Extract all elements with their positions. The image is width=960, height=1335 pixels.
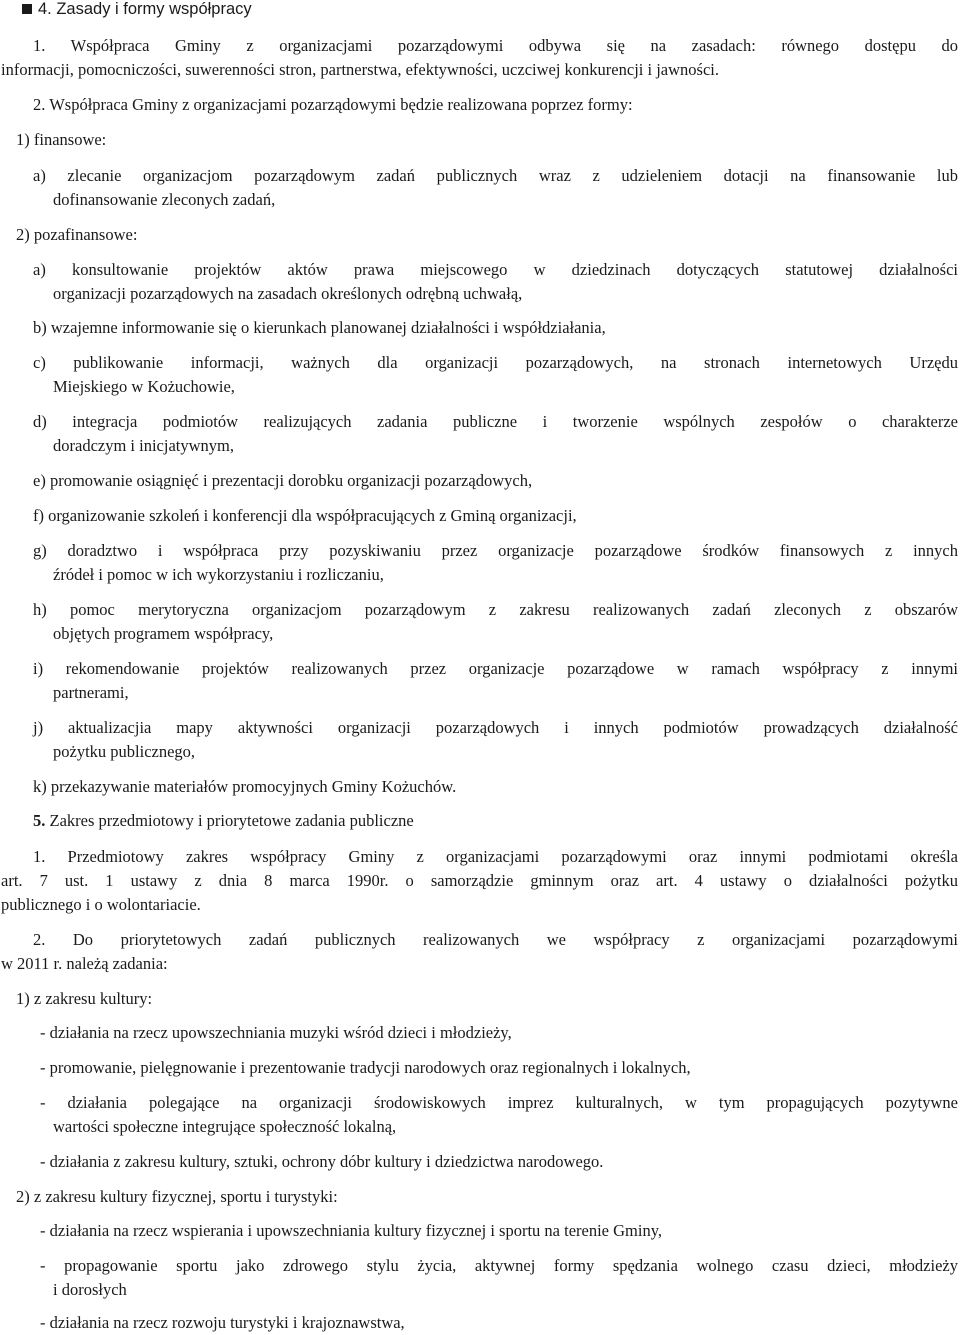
section-5-title: Zakres przedmiotowy i priorytetowe zadania publiczne [49, 811, 414, 830]
nonfinancial-item-b: b) wzajemne informowanie się o kierunkach planowanej działalności i współdziałania, [33, 318, 606, 337]
section-5-paragraph-2-line-2: w 2011 r. należą zadania: [1, 954, 168, 973]
section-4-paragraph-1-line-1: 1. Współpraca Gminy z organizacjami pozarządowymi odbywa się na zasadach: równego dostępu do [33, 36, 958, 55]
nonfinancial-item-c-line-2: Miejskiego w Kożuchowie, [53, 377, 235, 396]
nonfinancial-item-d-line-1: d) integracja podmiotów realizujących zadania publiczne i tworzenie wspólnych zespołów o charakterze [33, 412, 958, 431]
nonfinancial-item-d-line-2: doradczym i inicjatywnym, [53, 436, 234, 455]
section-5-heading [33, 809, 414, 833]
section-4-heading: 4. Zasady i formy współpracy [22, 0, 252, 21]
nonfinancial-item-j-line-1: j) aktualizacjia mapy aktywności organizacji pozarządowych i innych podmiotów prowadzących działalność [33, 718, 958, 737]
culture-task-4: - działania z zakresu kultury, sztuki, ochrony dóbr kultury i dziedzictwa narodowego. [40, 1152, 604, 1171]
financial-item-a-line-1: a) zlecanie organizacjom pozarządowym zadań publicznych wraz z udzieleniem dotacji na finansowanie lub [33, 166, 958, 185]
nonfinancial-item-i-line-1: i) rekomendowanie projektów realizowanych przez organizacje pozarządowe w ramach współpracy z innymi [33, 659, 958, 678]
culture-task-2: - promowanie, pielęgnowanie i prezentowanie tradycji narodowych oraz regionalnych i lokalnych, [40, 1058, 691, 1077]
sport-tasks-label: 2) z zakresu kultury fizycznej, sportu i turystyki: [16, 1187, 338, 1206]
nonfinancial-item-k: k) przekazywanie materiałów promocyjnych Gminy Kożuchów. [33, 777, 457, 796]
financial-item-a-line-2: dofinansowanie zleconych zadań, [53, 190, 276, 209]
culture-task-1: - działania na rzecz upowszechniania muzyki wśród dzieci i młodzieży, [40, 1023, 512, 1042]
culture-tasks-label: 1) z zakresu kultury: [16, 989, 153, 1008]
nonfinancial-item-g-line-1: g) doradztwo i współpraca przy pozyskiwaniu przez organizacje pozarządowe środków finansowych z innych [33, 541, 958, 560]
nonfinancial-item-e: e) promowanie osiągnięć i prezentacji dorobku organizacji pozarządowych, [33, 471, 533, 490]
nonfinancial-item-j-line-2: pożytku publicznego, [53, 742, 196, 761]
nonfinancial-item-i-line-2: partnerami, [53, 683, 129, 702]
sport-task-1: - działania na rzecz wspierania i upowszechniania kultury fizycznej i sportu na terenie Gminy, [40, 1221, 663, 1240]
nonfinancial-item-f: f) organizowanie szkoleń i konferencji dla współpracujących z Gminą organizacji, [33, 506, 577, 525]
sport-task-3: - działania na rzecz rozwoju turystyki i krajoznawstwa, [40, 1313, 405, 1332]
nonfinancial-item-a-line-1: a) konsultowanie projektów aktów prawa miejscowego w dziedzinach dotyczących statutowej działalności [33, 260, 958, 279]
financial-forms-label: 1) finansowe: [16, 130, 107, 149]
section-5-paragraph-1-line-3: publicznego i o wolontariacie. [1, 895, 201, 914]
section-5-paragraph-2-line-1: 2. Do priorytetowych zadań publicznych realizowanych we współpracy z organizacjami pozarządowymi [33, 930, 958, 949]
section-5-paragraph-1-line-1: 1. Przedmiotowy zakres współpracy Gminy z organizacjami pozarządowymi oraz innymi podmiotami określa [33, 847, 958, 866]
nonfinancial-item-h-line-1: h) pomoc merytoryczna organizacjom pozarządowym z zakresu realizowanych zadań zleconych z obszarów [33, 600, 958, 619]
nonfinancial-item-h-line-2: objętych programem współpracy, [53, 624, 274, 643]
culture-task-3-line-2: wartości społeczne integrujące społeczność lokalną, [53, 1117, 397, 1136]
nonfinancial-item-g-line-2: źródeł i pomoc w ich wykorzystaniu i rozliczaniu, [53, 565, 384, 584]
section-4-paragraph-2: 2. Współpraca Gminy z organizacjami pozarządowymi będzie realizowana poprzez formy: [33, 95, 633, 114]
section-4-paragraph-1-line-2: informacji, pomocniczości, suwerenności stron, partnerstwa, efektywności, uczciwej konkurencji i jawności. [1, 60, 719, 79]
sport-task-2-line-1: - propagowanie sportu jako zdrowego stylu życia, aktywnej formy spędzania wolnego czasu dzieci, młodzieży [40, 1256, 958, 1275]
section-5-paragraph-1-line-2: art. 7 ust. 1 ustawy z dnia 8 marca 1990r. o samorządzie gminnym oraz art. 4 ustawy o działalności pożytku [1, 871, 958, 890]
nonfinancial-item-a-line-2: organizacji pozarządowych na zasadach określonych odrębną uchwałą, [53, 284, 523, 303]
culture-task-3-line-1: - działania polegające na organizacji środowiskowych imprez kulturalnych, w tym propagujących pozytywne [40, 1093, 958, 1112]
sport-task-2-line-2: i dorosłych [53, 1280, 127, 1299]
section-5-number: 5. [33, 811, 46, 830]
square-bullet-icon [22, 4, 32, 14]
nonfinancial-forms-label: 2) pozafinansowe: [16, 225, 138, 244]
nonfinancial-item-c-line-1: c) publikowanie informacji, ważnych dla organizacji pozarządowych, na stronach internetowych Urzędu [33, 353, 958, 372]
